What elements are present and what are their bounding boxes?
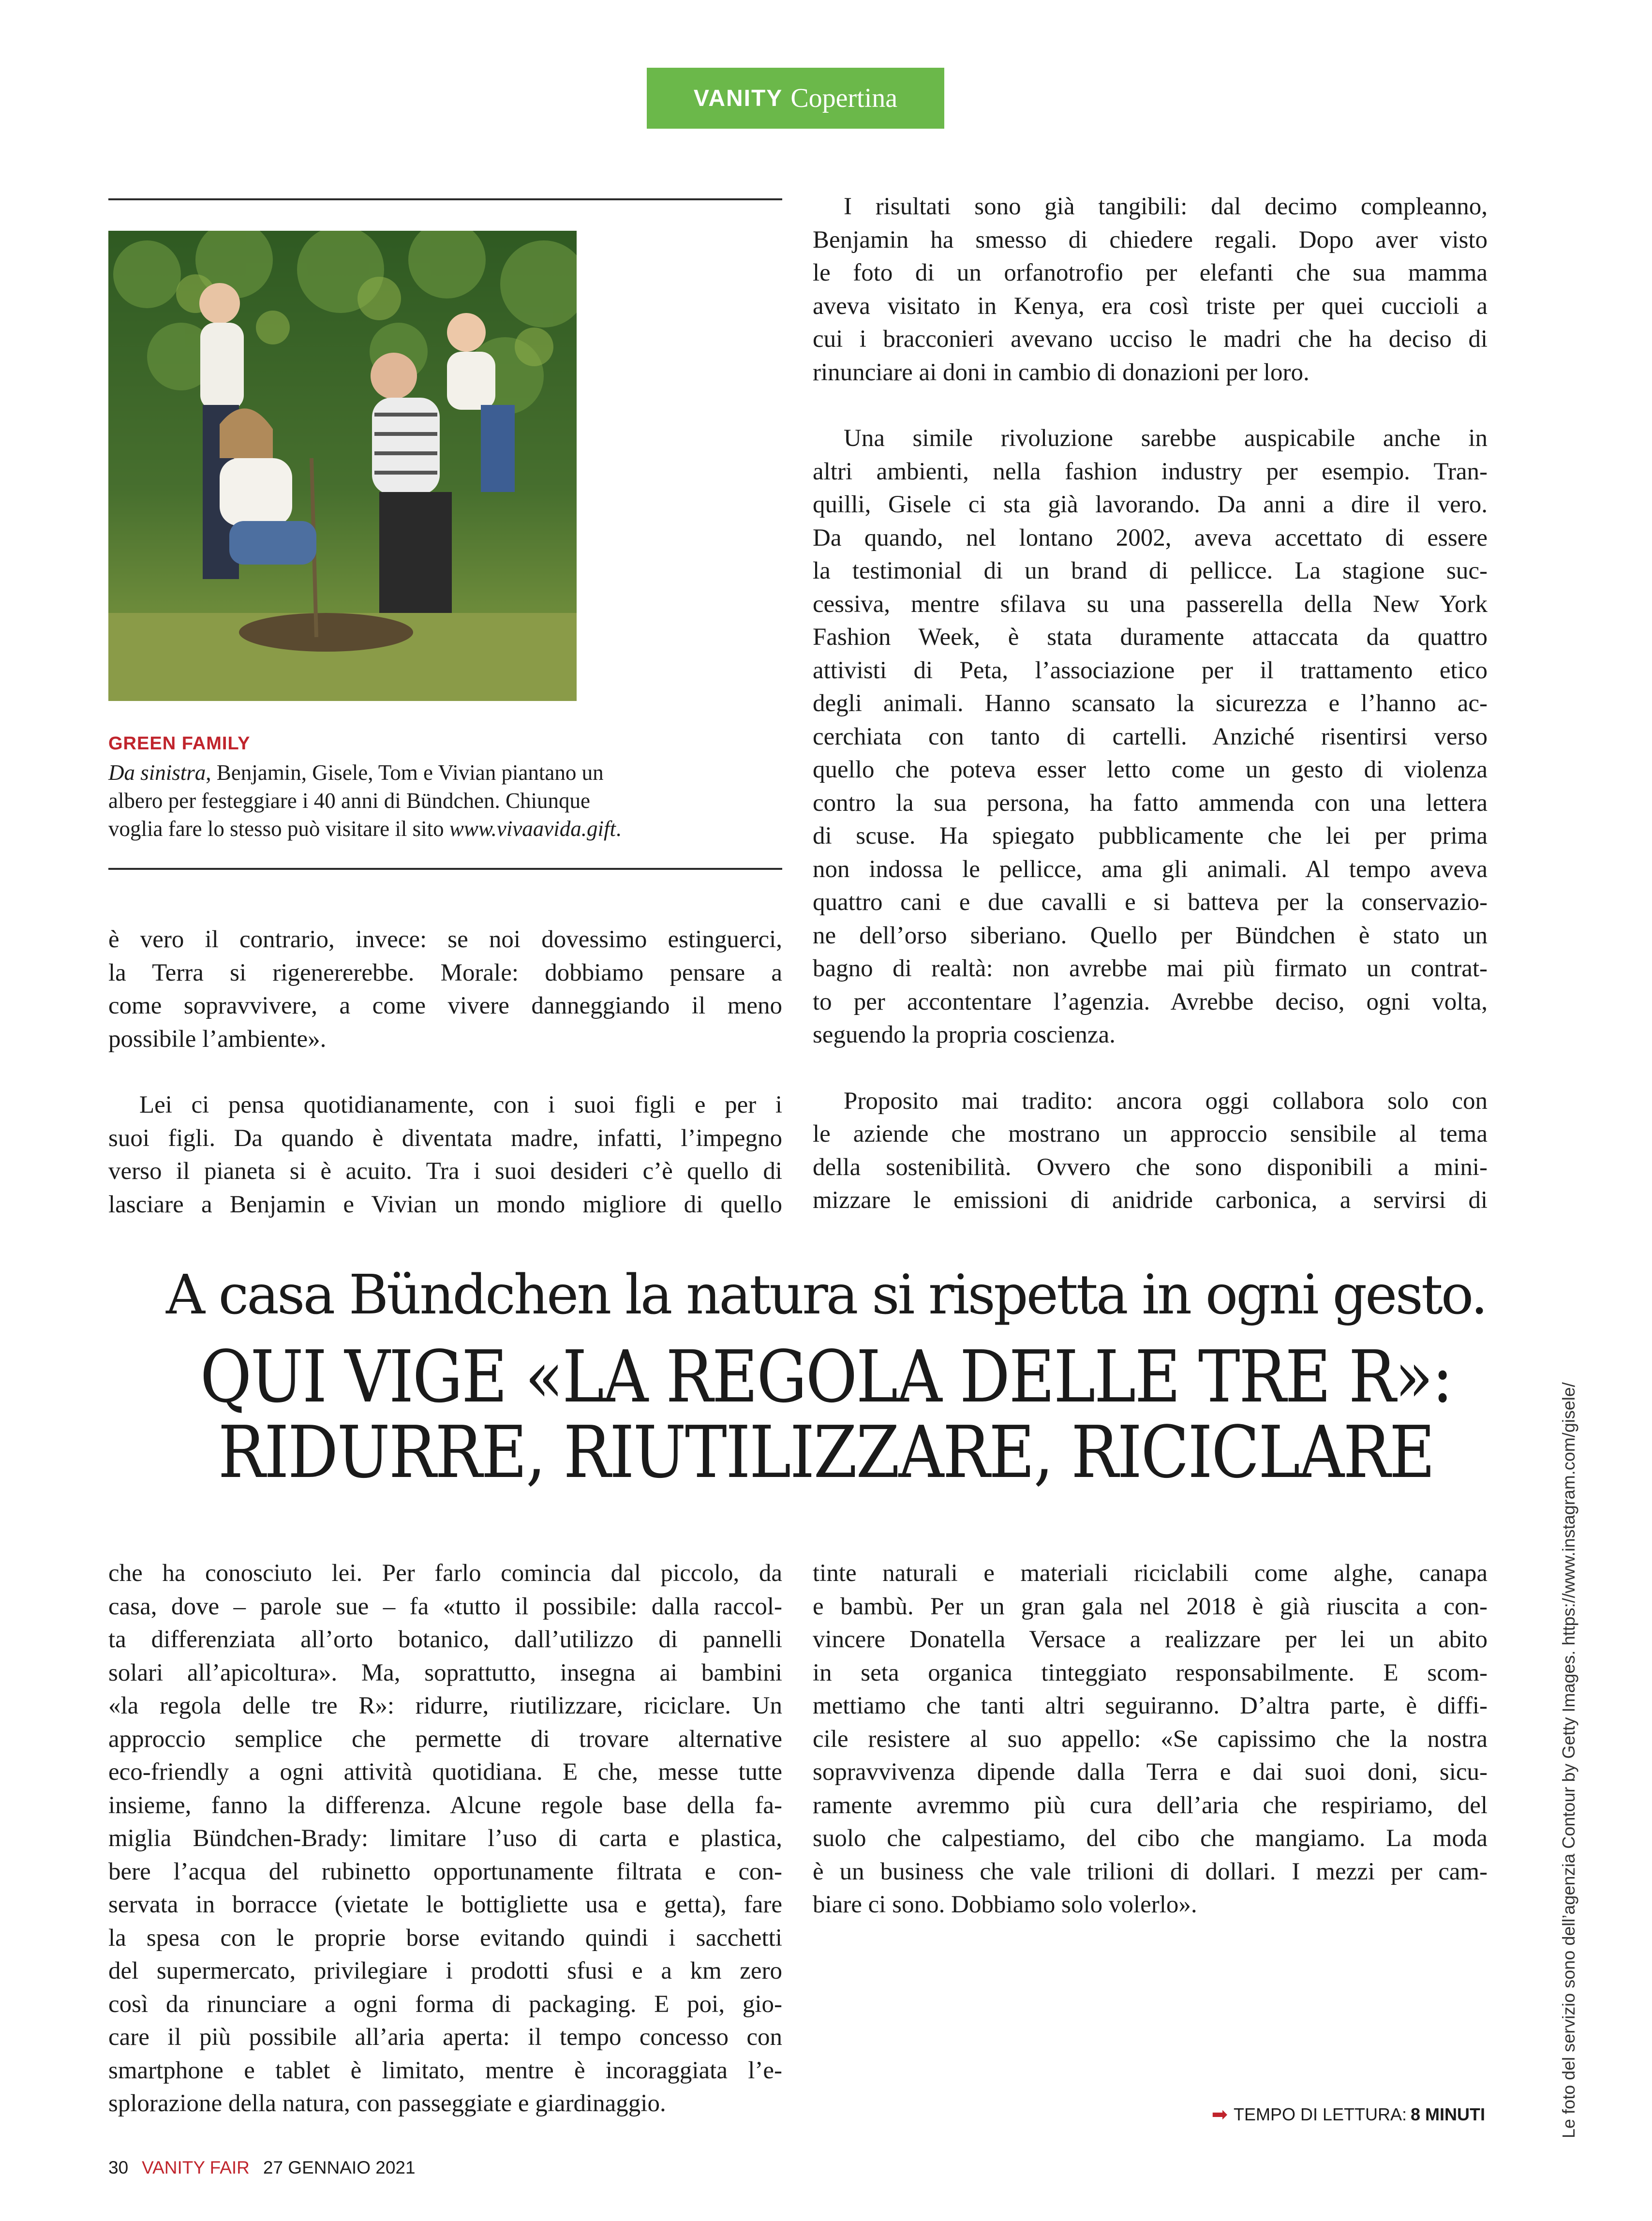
caption-rule bbox=[108, 868, 782, 870]
text-line: che ha conosciuto lei. Per farlo comincia dal piccolo, da bbox=[108, 1560, 782, 1587]
text-line: Fashion Week, è stata duramente attaccata da quattro bbox=[813, 624, 1488, 651]
text-line: cessiva, mentre sfilava su una passerella della New York bbox=[813, 590, 1488, 618]
text-line: ta differenziata all’orto botanico, dall’utilizzo di pannelli bbox=[108, 1626, 782, 1653]
text-line: eco-friendly a ogni attività quotidiana. E che, messe tutte bbox=[108, 1759, 782, 1786]
text-line: cile resistere al suo appello: «Se capissimo che la nostra bbox=[813, 1725, 1488, 1753]
caption-line: voglia fare lo stesso può visitare il sito www.vivaavida.gift. bbox=[108, 817, 622, 841]
text-line: attivisti di Peta, l’associazione per il trattamento etico bbox=[813, 656, 1488, 684]
right-bottom-column bbox=[813, 1557, 1488, 1922]
left-top-column bbox=[108, 923, 782, 1221]
pull-quote-line-1: A casa Bündchen la natura si rispetta in ogni gesto. bbox=[166, 1264, 1486, 1327]
text-line: approccio semplice che permette di trovare alternative bbox=[108, 1725, 782, 1753]
text-line: seguendo la propria coscienza. bbox=[813, 1021, 1116, 1048]
text-line: verso il pianeta si è acuito. Tra i suoi desideri c’è quello di bbox=[108, 1158, 782, 1185]
text-line: insieme, fanno la differenza. Alcune regole base della fa- bbox=[108, 1791, 782, 1819]
text-line: degli animali. Hanno scansato la sicurezza e l’hanno ac- bbox=[813, 690, 1488, 717]
section-name: Copertina bbox=[790, 83, 898, 113]
text-line: Da quando, nel lontano 2002, aveva accettato di essere bbox=[813, 524, 1488, 552]
text-line: Benjamin ha smesso di chiedere regali. Dopo aver visto bbox=[813, 226, 1488, 253]
paragraph-gap bbox=[813, 389, 1488, 422]
text-line: quilli, Gisele ci sta già lavorando. Da anni a dire il vero. bbox=[813, 491, 1488, 518]
text-line: quello che poteva esser letto come un gesto di violenza bbox=[813, 756, 1488, 783]
text-line: la Terra si rigenererebbe. Morale: dobbiamo pensare a bbox=[108, 959, 782, 986]
text-line: le foto di un orfanotrofio per elefanti che sua mamma bbox=[813, 259, 1488, 286]
text-line: I risultati sono già tangibili: dal decimo compleanno, bbox=[844, 193, 1488, 220]
text-line: la spesa con le proprie borse evitando quindi i sacchetti bbox=[108, 1924, 782, 1952]
text-line: suolo che calpestiamo, del cibo che mangiamo. La moda bbox=[813, 1825, 1488, 1852]
text-line: Proposito mai tradito: ancora oggi collabora solo con bbox=[844, 1087, 1488, 1115]
text-line: miglia Bündchen-Brady: limitare l’uso di carta e plastica, bbox=[108, 1825, 782, 1852]
text-line: cerchiata con tanto di cartelli. Anziché risentirsi verso bbox=[813, 723, 1488, 750]
text-line: ramente avremmo più cura dell’aria che respiriamo, del bbox=[813, 1791, 1488, 1819]
text-line: «la regola delle tre R»: ridurre, riutilizzare, riciclare. Un bbox=[108, 1692, 782, 1719]
text-line: mizzare le emissioni di anidride carbonica, a servirsi di bbox=[813, 1187, 1488, 1214]
caption-line-1-rest: Benjamin, Gisele, Tom e Vivian piantano un bbox=[216, 760, 604, 785]
text-line: possibile l’ambiente». bbox=[108, 1025, 327, 1053]
text-line: biare ci sono. Dobbiamo solo volerlo». bbox=[813, 1891, 1197, 1918]
caption-title: GREEN FAMILY bbox=[108, 733, 251, 754]
text-line: Lei ci pensa quotidianamente, con i suoi figli e per i bbox=[139, 1091, 782, 1118]
text-line: casa, dove – parole sue – fa «tutto il possibile: dalla raccol- bbox=[108, 1593, 782, 1620]
text-line: aveva visitato in Kenya, era così triste per quei cuccioli a bbox=[813, 292, 1488, 320]
page-number: 30 bbox=[108, 2158, 129, 2177]
text-line: bagno di realtà: non avrebbe mai più firmato un contrat- bbox=[813, 955, 1488, 982]
text-line: smartphone e tablet è limitato, mentre è incoraggiata l’e- bbox=[108, 2057, 782, 2084]
caption-body bbox=[108, 759, 786, 843]
text-line: come sopravvivere, a come vivere danneggiando il meno bbox=[108, 992, 782, 1019]
caption-lead: Da sinistra bbox=[108, 760, 206, 785]
issue-date: 27 GENNAIO 2021 bbox=[263, 2158, 416, 2177]
reading-time-value: 8 MINUTI bbox=[1410, 2104, 1485, 2124]
text-line: mettiamo che tanti altri seguiranno. D’altra parte, è diffi- bbox=[813, 1692, 1488, 1719]
family-photo bbox=[108, 231, 577, 701]
text-line: le aziende che mostrano un approccio sensibile al tema bbox=[813, 1120, 1488, 1148]
text-line: sopravvivenza dipende dalla Terra e dai suoi doni, sicu- bbox=[813, 1759, 1488, 1786]
text-line: e bambù. Per un gran gala nel 2018 è già riuscita a con- bbox=[813, 1593, 1488, 1620]
text-line: care il più possibile all’aria aperta: il tempo concesso con bbox=[108, 2024, 782, 2051]
text-line: rinunciare ai doni in cambio di donazioni per loro. bbox=[813, 358, 1310, 386]
pull-quote-line-2: QUI VIGE «LA REGOLA DELLE TRE R»: bbox=[200, 1335, 1452, 1418]
pull-quote-line-3: RIDURRE, RIUTILIZZARE, RICICLARE bbox=[218, 1411, 1434, 1494]
section-tag bbox=[647, 68, 944, 129]
caption-line: Da sinistra, Benjamin, Gisele, Tom e Vivian piantano un bbox=[108, 760, 604, 785]
text-line: cui i bracconieri avevano ucciso le madri che ha deciso di bbox=[813, 326, 1488, 353]
top-rule bbox=[108, 198, 782, 200]
text-line: contro la sua persona, ha fatto ammenda con una lettera bbox=[813, 789, 1488, 817]
text-line: to per accontentare l’agenzia. Avrebbe deciso, ogni volta, bbox=[813, 988, 1488, 1015]
photo-credit: Le foto del servizio sono dell’agenzia Contour by Getty Images. https://www.instagram.com/gisele/ bbox=[1559, 1382, 1578, 2138]
text-line: Una simile rivoluzione sarebbe auspicabile anche in bbox=[844, 425, 1488, 452]
paragraph-gap bbox=[108, 1056, 782, 1088]
text-line: in seta organica tinteggiato responsabilmente. E scom- bbox=[813, 1659, 1488, 1686]
text-line: di scuse. Ha spiegato pubblicamente che lei per prima bbox=[813, 822, 1488, 850]
right-top-column bbox=[813, 190, 1488, 1217]
text-line: ne dell’orso siberiano. Quello per Bündchen è stato un bbox=[813, 922, 1488, 949]
text-line: è vero il contrario, invece: se noi dovessimo estinguerci, bbox=[108, 926, 782, 953]
reading-time bbox=[1211, 2103, 1485, 2126]
caption-line: albero per festeggiare i 40 anni di Bündchen. Chiunque bbox=[108, 789, 590, 813]
text-line: suoi figli. Da quando è diventata madre, infatti, l’impegno bbox=[108, 1124, 782, 1152]
section-brand: VANITY bbox=[693, 85, 783, 111]
text-line: non indossa le pellicce, ama gli animali. Al tempo aveva bbox=[813, 855, 1488, 883]
reading-time-label: TEMPO DI LETTURA: bbox=[1233, 2104, 1407, 2124]
left-bottom-column bbox=[108, 1557, 782, 2120]
text-line: bere l’acqua del rubinetto opportunamente filtrata e con- bbox=[108, 1858, 782, 1885]
text-line: del supermercato, privilegiare i prodotti sfusi e a km zero bbox=[108, 1957, 782, 1984]
text-line: splorazione della natura, con passeggiate e giardinaggio. bbox=[108, 2090, 666, 2117]
page-footer bbox=[108, 2158, 416, 2178]
text-line: vincere Donatella Versace a realizzare per lei un abito bbox=[813, 1626, 1488, 1653]
text-line: lasciare a Benjamin e Vivian un mondo migliore di quello bbox=[108, 1191, 782, 1218]
text-line: della sostenibilità. Ovvero che sono disponibili a mini- bbox=[813, 1153, 1488, 1181]
text-line: la testimonial di un brand di pellicce. La stagione suc- bbox=[813, 557, 1488, 584]
text-line: solari all’apicoltura». Ma, soprattutto, insegna ai bambini bbox=[108, 1659, 782, 1686]
text-line: altri ambienti, nella fashion industry per esempio. Tran- bbox=[813, 458, 1488, 485]
magazine-name: VANITY FAIR bbox=[142, 2158, 250, 2177]
text-line: è un business che vale trilioni di dollari. I mezzi per cam- bbox=[813, 1858, 1488, 1885]
arrow-right-icon: ➡ bbox=[1211, 2104, 1228, 2125]
caption-url[interactable]: www.vivaavida.gift bbox=[449, 817, 616, 841]
text-line: servata in borracce (vietate le bottigliette usa e getta), fare bbox=[108, 1891, 782, 1918]
text-line: quattro cani e due cavalli e si batteva per la conservazio- bbox=[813, 889, 1488, 916]
text-line: tinte naturali e materiali riciclabili come alghe, canapa bbox=[813, 1560, 1488, 1587]
paragraph-gap bbox=[813, 1052, 1488, 1085]
text-line: così da rinunciare a ogni forma di packaging. E poi, gio- bbox=[108, 1990, 782, 2018]
